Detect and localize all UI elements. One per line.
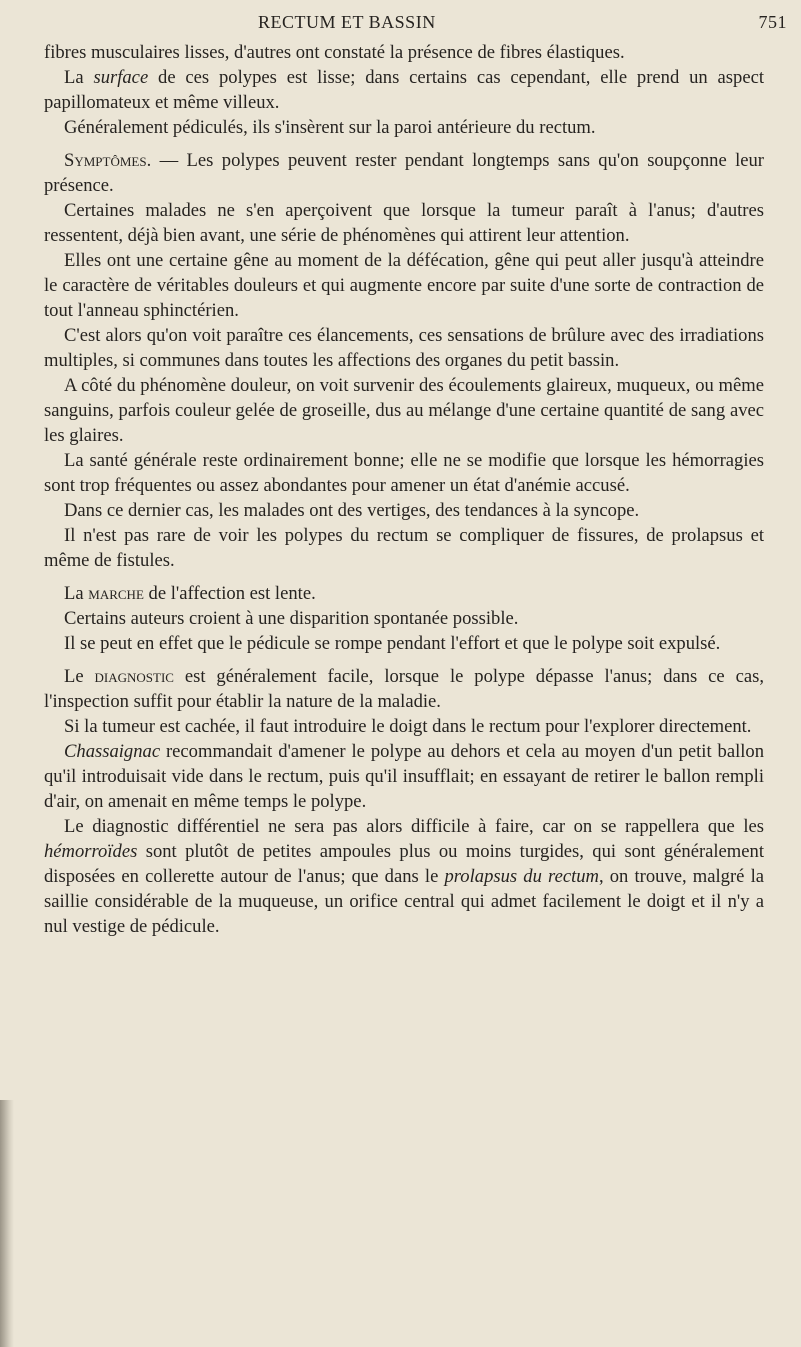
paragraph-text: Elles ont une certaine gêne au moment de la défécation, gêne qui peut aller jusqu'à atteindre le caractère de véritables douleurs et qui augmente encore par suite d'une sorte de contraction de tout l'anneau sphinctérien. — [44, 250, 764, 321]
paragraph-text: Dans ce dernier cas, les malades ont des vertiges, des tendances à la syncope. — [64, 500, 640, 521]
paragraph-text: Généralement pédiculés, ils s'insèrent sur la paroi antérieure du rectum. — [64, 117, 596, 138]
paragraph-text: Le diagnostic différentiel ne sera pas alors difficile à faire, car on se rappellera que les — [64, 816, 764, 837]
running-header — [0, 12, 801, 34]
paragraph-text: Certains auteurs croient à une disparition spontanée possible. — [64, 608, 519, 629]
paragraph-text: fibres musculaires lisses, d'autres ont constaté la présence de fibres élastiques. — [44, 42, 625, 63]
paragraph-8 — [44, 373, 764, 448]
paragraph-text: de l'affection est lente. — [143, 583, 316, 604]
paragraph-text: Il n'est pas rare de voir les polypes du rectum se compliquer de fissures, de prolapsus et même de fistules. — [44, 525, 764, 571]
paragraph-11 — [44, 523, 764, 573]
page-binding-shadow — [0, 1100, 14, 1347]
section-heading-symptomes: Symptômes. — [64, 150, 152, 171]
paragraph-marche — [44, 581, 764, 606]
paragraph-text: A côté du phénomène douleur, on voit survenir des écoulements glaireux, muqueux, ou même sanguins, parfois couleur gelée de groseille, dus au mélange d'une certaine quantité de sang avec les glaires. — [44, 375, 764, 446]
paragraph-diagnostic — [44, 664, 764, 714]
paragraph-1 — [44, 40, 764, 65]
paragraph-chassaignac — [44, 739, 764, 814]
section-heading-diagnostic: diagnostic — [94, 666, 174, 687]
italic-term-prolapsus: prolapsus du rectum — [444, 866, 599, 887]
running-title: RECTUM ET BASSIN — [258, 12, 436, 32]
paragraph-text: de ces polypes est lisse; dans certains cas cependant, elle prend un aspect papillomateux et même villeux. — [44, 67, 764, 113]
paragraph-16 — [44, 714, 764, 739]
paragraph-text: Il se peut en effet que le pédicule se rompe pendant l'effort et que le polype soit expulsé. — [64, 633, 721, 654]
italic-name-chassaignac: Chassaignac — [64, 741, 161, 762]
paragraph-text: Si la tumeur est cachée, il faut introduire le doigt dans le rectum pour l'explorer directement. — [64, 716, 752, 737]
paragraph-text: sont plutôt de petites ampoules plus ou moins turgides, qui sont généralement disposées en collerette autour de l'anus; que dans le — [44, 841, 764, 887]
paragraph-7 — [44, 323, 764, 373]
italic-term-surface: surface — [93, 67, 149, 88]
paragraph-text: Certaines malades ne s'en aperçoivent que lorsque la tumeur paraît à l'anus; d'autres ressentent, déjà bien avant, une série de phénomènes qui attirent leur attention. — [44, 200, 764, 246]
paragraph-5 — [44, 198, 764, 248]
paragraph-text: est généralement facile, lorsque le polype dépasse l'anus; dans ce cas, l'inspection suffit pour établir la nature de la maladie. — [44, 666, 764, 712]
paragraph-symptoms — [44, 148, 764, 198]
paragraph-pediculated — [44, 115, 764, 140]
paragraph-text: Le — [64, 666, 95, 687]
paragraph-text: , on trouve, malgré la saillie considérable de la muqueuse, un orifice central qui admet facilement le doigt et il n'y a nul vestige de pédicule. — [44, 866, 764, 937]
paragraph-text: La — [64, 583, 89, 604]
italic-term-hemorroides: hémorroïdes — [44, 841, 138, 862]
paragraph-10 — [44, 498, 764, 523]
paragraph-surface — [44, 65, 764, 115]
paragraph-9 — [44, 448, 764, 498]
section-heading-marche: marche — [88, 583, 144, 604]
paragraph-text: La — [64, 67, 94, 88]
paragraph-text: recommandait d'amener le polype au dehors et cela au moyen d'un petit ballon qu'il introduisait vide dans le rectum, puis qu'il insufflait; en essayant de retirer le ballon rempli d'air, on amenait en même temps le polype. — [44, 741, 764, 812]
page-body — [44, 40, 764, 939]
paragraph-differential — [44, 814, 764, 939]
paragraph-14 — [44, 631, 764, 656]
paragraph-text: — Les polypes peuvent rester pendant longtemps sans qu'on soupçonne leur présence. — [44, 150, 764, 196]
page-number: 751 — [758, 12, 787, 32]
paragraph-13 — [44, 606, 764, 631]
paragraph-text: La santé générale reste ordinairement bonne; elle ne se modifie que lorsque les hémorragies sont trop fréquentes ou assez abondantes pour amener un état d'anémie accusé. — [44, 450, 764, 496]
paragraph-text: C'est alors qu'on voit paraître ces élancements, ces sensations de brûlure avec des irradiations multiples, si communes dans toutes les affections des organes du petit bassin. — [44, 325, 764, 371]
paragraph-6 — [44, 248, 764, 323]
